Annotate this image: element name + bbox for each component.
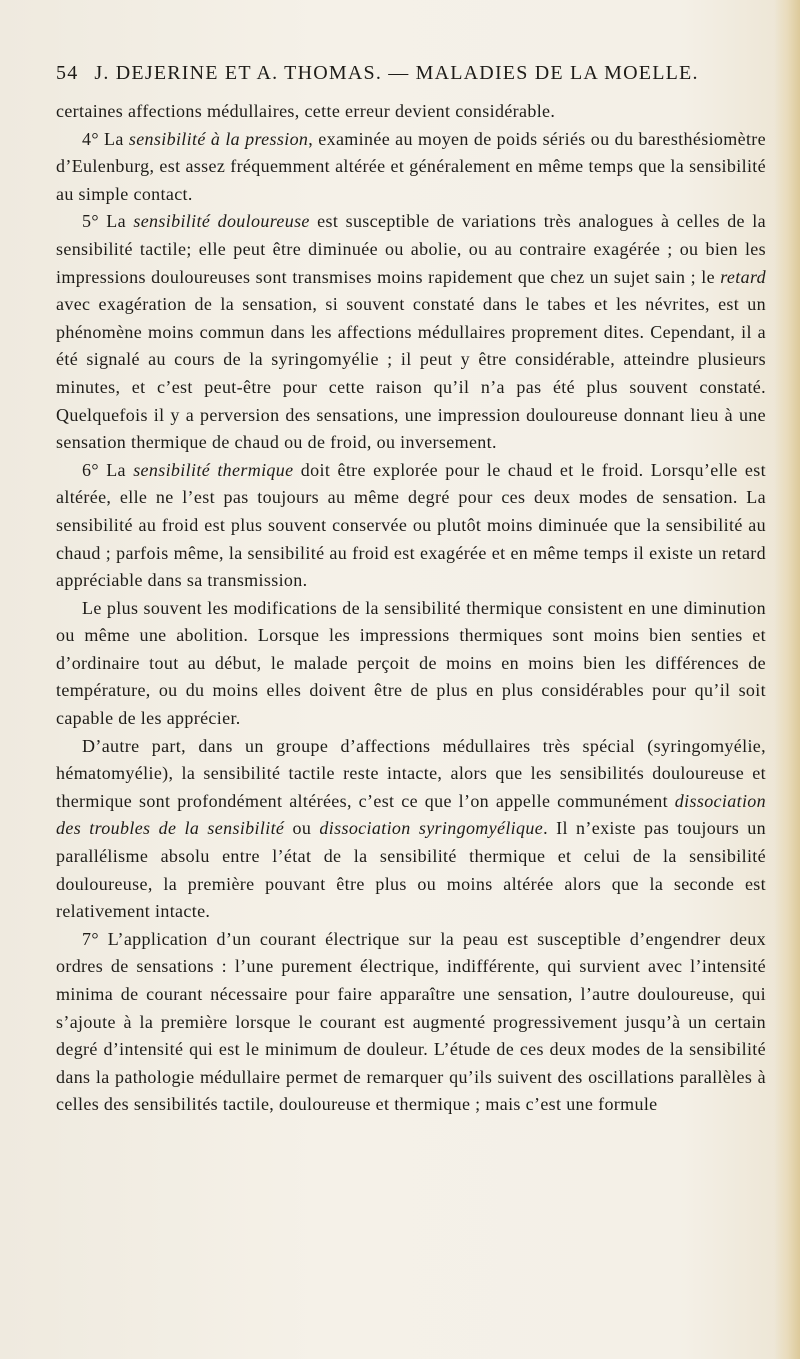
italic-term: sensibilité à la pression <box>128 128 309 149</box>
italic-term: dissociation syringomyélique <box>319 818 544 839</box>
paragraph <box>56 126 766 209</box>
running-title: J. DEJERINE ET A. THOMAS. — MALADIES DE LA MOELLE. <box>94 62 699 84</box>
text-run: avec exagération de la sensation, si souvent constaté dans le tabes et les névrites, est un phénomène moins commun dans les affections médullaires proprement dites. Cependant, il a été signalé au cours de la syringomyélie ; il peut y être considérable, atteindre plusieurs minutes, et c’est peut-être pour cette raison qu’il n’a pas été plus souvent constaté. Quelquefois il y a perversion des sensations, une impression douloureuse donnant lieu à une sensation thermique de chaud ou de froid, ou inversement. <box>56 294 766 453</box>
paragraph <box>56 208 766 456</box>
paragraph <box>56 733 766 926</box>
italic-term: dissociation des troubles de la sensibilité <box>56 790 766 839</box>
text-run: ou <box>284 818 320 839</box>
text-run: , examinée au moyen de poids sériés ou du baresthésiomètre d’Eulenburg, est assez fréquemment altérée et généralement en même temps que la sensibilité au simple contact. <box>56 128 766 204</box>
italic-term: sensibilité thermique <box>133 459 294 480</box>
paragraph <box>56 595 766 733</box>
text-run: Le plus souvent les modifications de la sensibilité thermique consistent en une diminution ou même une abolition. Lorsque les impressions thermiques sont moins bien senties et d’ordinaire tout au début, le malade perçoit de moins en moins bien les différences de température, ou du moins elles doivent être de plus en plus considérables pour qu’il soit capable de les apprécier. <box>56 597 766 729</box>
text-run: doit être explorée pour le chaud et le froid. Lorsqu’elle est altérée, elle ne l’est pas toujours au même degré pour ces deux modes de sensation. La sensibilité au froid est plus souvent conservée ou plutôt moins diminuée que la sensibilité au chaud ; parfois même, la sensibilité au froid est exagérée et en même temps il existe un retard appréciable dans sa transmission. <box>56 459 766 591</box>
page-gutter-shadow <box>774 0 800 1359</box>
italic-term: retard <box>720 266 766 287</box>
text-run: D’autre part, dans un groupe d’affections médullaires très spécial (syringomyélie, hématomyélie), la sensibilité tactile reste intacte, alors que les sensibilités douloureuse et thermique sont profondément altérées, c’est ce que l’on appelle communément <box>56 735 766 811</box>
text-run: 6° La <box>82 459 134 480</box>
paragraph <box>56 457 766 595</box>
page-number: 54 <box>56 62 79 84</box>
text-run: certaines affections médullaires, cette erreur devient considérable. <box>56 101 556 121</box>
text-run: est susceptible de variations très analogues à celles de la sensibilité tactile; elle peut être diminuée ou abolie, ou au contraire exagérée ; ou bien les impressions douloureuses sont transmises moins rapidement que chez un sujet sain ; le <box>56 211 766 287</box>
text-run: 4° La <box>82 128 129 149</box>
text-run: . Il n’existe pas toujours un parallélisme absolu entre l’état de la sensibilité thermique et celui de la sensibilité douloureuse, la première pouvant être plus ou moins altérée alors que la seconde est relativement intacte. <box>56 818 767 922</box>
paragraph <box>56 926 766 1119</box>
text-run: 5° La <box>82 211 134 232</box>
body-text <box>56 98 766 1119</box>
running-header <box>56 62 756 85</box>
text-run: 7° L’application d’un courant électrique sur la peau est susceptible d’engendrer deux ordres de sensations : l’une purement électrique, indifférente, qui survient avec l’intensité minima de courant nécessaire pour faire apparaître une sensation, l’autre douloureuse, qui s’ajoute à la première lorsque le courant est augmenté progressivement jusqu’à un certain degré d’intensité qui est le minimum de douleur. L’étude de ces deux modes de la sensibilité dans la pathologie médullaire permet de remarquer qu’ils suivent des oscillations parallèles à celles des sensibilités tactile, douloureuse et thermique ; mais c’est une formule <box>56 928 766 1115</box>
paragraph <box>56 98 766 126</box>
italic-term: sensibilité douloureuse <box>133 211 310 232</box>
